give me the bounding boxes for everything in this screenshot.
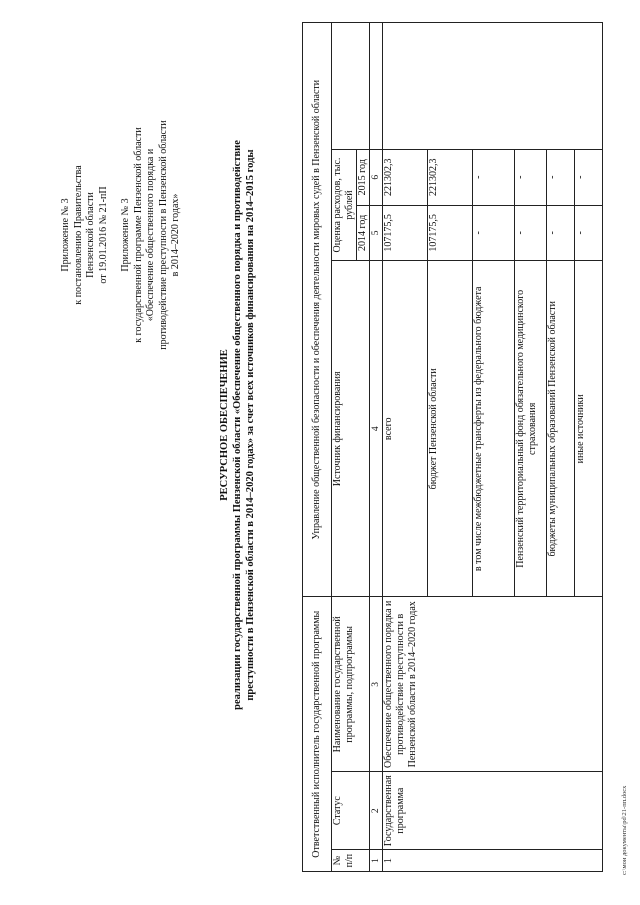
header-line: Пензенской области <box>85 192 96 278</box>
header-2014: 2014 год <box>357 205 370 261</box>
value-2015: - <box>575 149 603 205</box>
value-2014: - <box>575 205 603 261</box>
source-label: бюджет Пензенской области <box>428 261 473 597</box>
source-label: иные источники <box>575 261 603 597</box>
source-label: в том числе межбюджетные трансферты из федерального бюджета <box>473 261 515 597</box>
header-status: Статус <box>332 772 370 850</box>
value-2014: - <box>473 205 515 261</box>
title-line: реализации государственной программы Пензенской области «Обеспечение общественного порядка и противодействие <box>232 140 243 710</box>
document-title <box>218 35 257 815</box>
header-source: Источник финансирования <box>332 261 370 597</box>
value-2014: 107175,5 <box>383 205 428 261</box>
header-line: Приложение № 3 <box>60 198 71 272</box>
header-estimate: Оценка расходов, тыс. рублей <box>332 149 357 260</box>
source-label: всего <box>383 261 428 597</box>
row-program-name: Обеспечение общественного порядка и противодействие преступности в Пензенской области в 2014–2020 годах <box>383 597 603 772</box>
value-2015: - <box>515 149 547 205</box>
header-line: противодействие преступности в Пензенской области <box>157 120 169 350</box>
title-line: преступности в Пензенской области в 2014–2020 годах» за счет всех источников финансирования на 2014–2015 годы <box>245 149 256 701</box>
header-2015: 2015 год <box>357 149 370 205</box>
row-status: Государственная программа <box>383 772 603 850</box>
col-number: 5 <box>370 205 383 261</box>
col-number: 4 <box>370 261 383 597</box>
header-empty <box>332 23 370 150</box>
source-label: Пензенский территориальный фонд обязательного медицинского страхования <box>515 261 547 597</box>
value-2014: - <box>547 205 575 261</box>
value-2015: - <box>547 149 575 205</box>
value-2015: 221302,3 <box>428 149 473 205</box>
col-number: 2 <box>370 772 383 850</box>
responsible-value: Управление общественной безопасности и обеспечения деятельности мировых судей в Пензенской области <box>303 23 332 597</box>
file-path-footer: c:\мои документы\pd\21-пп.docx <box>621 785 628 875</box>
header-line: в 2014–2020 годах» <box>170 193 181 277</box>
value-2015: 221302,3 <box>383 149 428 205</box>
value-2014: - <box>515 205 547 261</box>
appendix-header <box>120 120 183 350</box>
header-line: к государственной программе Пензенской области <box>132 127 144 343</box>
row-number: 1 <box>383 850 603 872</box>
header-line: от 19.01.2016 № 21-пП <box>97 186 109 284</box>
approval-header <box>60 120 110 350</box>
col-number-empty <box>370 23 383 150</box>
source-label: бюджеты муниципальных образований Пензенской области <box>547 261 575 597</box>
header-line: «Обеспечение общественного порядка и <box>145 148 156 322</box>
value-2015: - <box>473 149 515 205</box>
resource-table <box>302 22 603 872</box>
empty-cell <box>383 23 603 150</box>
value-2014: 107175,5 <box>428 205 473 261</box>
header-line: к постановлению Правительства <box>72 165 84 305</box>
col-number: 1 <box>370 850 383 872</box>
header-name: Наименование государственной программы, подпрограммы <box>332 597 370 772</box>
header-line: Приложение № 3 <box>120 198 131 272</box>
col-number: 3 <box>370 597 383 772</box>
header-num: № п/п <box>332 850 370 872</box>
responsible-label: Ответственный исполнитель государственной программы <box>303 597 332 872</box>
col-number: 6 <box>370 149 383 205</box>
title-main: РЕСУРСНОЕ ОБЕСПЕЧЕНИЕ <box>219 349 230 501</box>
